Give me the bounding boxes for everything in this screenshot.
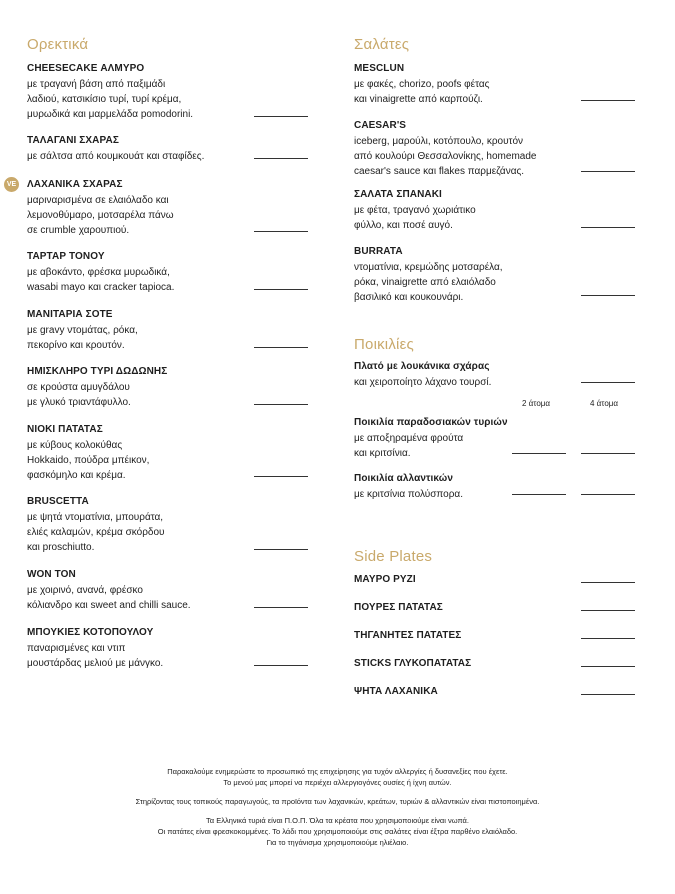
menu-item [354, 245, 638, 305]
price-line [581, 295, 635, 296]
price-line [254, 549, 308, 550]
item-description: μαριναρισμένα σε ελαιόλαδο και λεμονοθύμαρο, μοτσαρέλα πάνω σε crumble χαρουπιού. [27, 195, 174, 236]
price-line [254, 665, 308, 666]
menu-item [354, 629, 638, 642]
item-name: BURRATA [354, 246, 403, 257]
portion-2-label: 2 άτομα [522, 399, 551, 408]
item-name: ΗΜΙΣΚΛΗΡΟ ΤΥΡΙ ΔΩΔΩΝΗΣ [27, 366, 168, 377]
salads-title: Σαλάτες [354, 36, 410, 53]
item-description: με gravy ντομάτας, ρόκα, πεκορίνο και κρουτόν. [27, 325, 138, 351]
item-name: CHEESECAKE ΑΛΜΥΡΟ [27, 63, 145, 74]
item-description: σε κρούστα αμυγδάλου με γλυκό τριαντάφυλλο. [27, 382, 131, 408]
price-line [581, 666, 635, 667]
item-description: με φακές, chorizo, poofs φέτας και vinaigrette από καρπούζι. [354, 79, 490, 105]
item-name: ΜΑΝΙΤΑΡΙΑ ΣΟΤΕ [27, 309, 113, 320]
vegan-badge: VE [4, 177, 19, 192]
item-description: με χοιρινό, ανανά, φρέσκο κόλιανδρο και sweet and chilli sauce. [27, 585, 191, 611]
price-line [581, 638, 635, 639]
menu-item [27, 423, 309, 483]
menu-item [354, 119, 638, 179]
price-line [254, 347, 308, 348]
item-description: παναρισμένες και ντιπ μουστάρδας μελιού με μάνγκο. [27, 643, 164, 669]
menu-item [27, 495, 309, 555]
price-line [254, 116, 308, 117]
item-description: με φέτα, τραγανό χωριάτικο φύλλο, και ποσέ αυγό. [354, 205, 476, 231]
menu-item [354, 416, 638, 461]
price-line [581, 100, 635, 101]
allergy-note-2: Το μενού μας μπορεί να περιέχει αλλεργιογόνες ουσίες ή ίχνη αυτών. [223, 778, 452, 787]
pop-note: Τα Ελληνικά τυριά είναι Π.Ο.Π. Όλα τα κρέατα που χρησιμοποιούμε είναι νωπά. [206, 816, 469, 825]
frying-note: Για το τηγάνισμα χρησιμοποιούμε ηλιέλαιο. [266, 838, 409, 847]
item-description: με τραγανή βάση από παξιμάδι λαδιού, κατσικίσιο τυρί, τυρί κρέμα, μυρωδικά και μαρμελάδα pomodorini. [27, 79, 194, 120]
oil-note: Οι πατάτες είναι φρεσκοκομμένες. Το λάδι που χρησιμοποιούμε στις σαλάτες είναι έξτρα παρθένο ελαιόλαδο. [157, 827, 518, 836]
price-line [581, 382, 635, 383]
price-line [254, 476, 308, 477]
menu-item [354, 472, 638, 502]
item-description: iceberg, μαρούλι, κοτόπουλο, κρουτόν από κουλούρι Θεσσαλονίκης, homemade caesar's sauce και flakes παρμεζάνας. [354, 136, 537, 177]
portion-4-label: 4 άτομα [590, 399, 619, 408]
item-name: ΤΑΛΑΓΑΝΙ ΣΧΑΡΑΣ [27, 135, 119, 146]
price-line [254, 289, 308, 290]
item-name: ΣΑΛΑΤΑ ΣΠΑΝΑΚΙ [354, 189, 442, 200]
price-line-4 [581, 494, 635, 495]
menu-item [27, 62, 309, 122]
menu-item [354, 685, 638, 698]
price-line [581, 610, 635, 611]
item-description: με σάλτσα από κουμκουάτ και σταφίδες. [27, 151, 205, 162]
item-description: με ψητά ντοματίνια, μπουράτα, ελιές καλαμών, κρέμα σκόρδου και proschiutto. [27, 512, 165, 553]
item-name: ΤΑΡΤΑΡ ΤΟΝΟΥ [27, 251, 105, 262]
local-producers-note: Στηρίζοντας τους τοπικούς παραγωγούς, τα προϊόντα των λαχανικών, κρεάτων, τυριών & αλλαντικών είναι πιστοποιημένα. [135, 797, 540, 806]
item-name: BRUSCETTA [27, 496, 89, 507]
price-line [581, 582, 635, 583]
price-line [254, 404, 308, 405]
item-name: Πλατό με λουκάνικα σχάρας [354, 361, 490, 372]
menu-item [27, 178, 309, 238]
price-line [254, 231, 308, 232]
item-description: με κριτσίνια πολύσπορα. [354, 489, 463, 500]
item-name: ΨΗΤΑ ΛΑΧΑΝΙΚΑ [354, 686, 438, 697]
item-name: WON TON [27, 569, 76, 580]
item-description: με κύβους κολοκύθας Hokkaido, πούδρα μπέικον, φασκόμηλο και κρέμα. [27, 440, 150, 481]
price-line-2 [512, 494, 566, 495]
menu-item [354, 360, 638, 390]
menu-item [354, 601, 638, 614]
allergy-note: Παρακαλούμε ενημερώστε το προσωπικό της επιχείρησης για τυχόν αλλεργίες ή δυσανεξίες που έχετε. [167, 767, 508, 776]
item-name: STICKS ΓΛΥΚΟΠΑΤΑΤΑΣ [354, 658, 472, 669]
item-description: με αποξηραμένα φρούτα και κριτσίνια. [354, 433, 464, 459]
sides-title: Side Plates [354, 548, 433, 565]
item-name: Ποικιλία αλλαντικών [354, 473, 453, 484]
menu-item [354, 657, 638, 670]
price-line [254, 158, 308, 159]
price-line [581, 171, 635, 172]
menu-item [27, 134, 309, 164]
item-name: CAESAR'S [354, 120, 407, 131]
item-name: ΜΑΥΡΟ ΡΥΖΙ [354, 574, 416, 585]
price-line [581, 227, 635, 228]
item-name: MESCLUN [354, 63, 405, 74]
footer-notes [0, 766, 675, 848]
item-name: ΝΙΟΚΙ ΠΑΤΑΤΑΣ [27, 424, 103, 435]
menu-item [354, 573, 638, 586]
item-description: με αβοκάντο, φρέσκα μυρωδικά, wasabi mayo και cracker tapioca. [27, 267, 175, 293]
item-description: και χειροποίητο λάχανο τουρσί. [354, 377, 492, 388]
item-name: ΛΑΧΑΝΙΚΑ ΣΧΑΡΑΣ [27, 179, 123, 190]
price-line-4 [581, 453, 635, 454]
price-line-2 [512, 453, 566, 454]
item-description: ντοματίνια, κρεμώδης μοτσαρέλα, ρόκα, vinaigrette από ελαιόλαδο βασιλικό και κουκουνάρι. [354, 262, 503, 303]
appetizers-title: Ορεκτικά [27, 36, 89, 53]
price-line [581, 694, 635, 695]
item-name: ΜΠΟΥΚΙΕΣ ΚΟΤΟΠΟΥΛΟΥ [27, 627, 154, 638]
item-name: Ποικιλία παραδοσιακών τυριών [354, 417, 508, 428]
item-name: ΠΟΥΡΕΣ ΠΑΤΑΤΑΣ [354, 602, 443, 613]
item-name: ΤΗΓΑΝΗΤΕΣ ΠΑΤΑΤΕΣ [354, 630, 462, 641]
platters-title: Ποικιλίες [354, 336, 414, 353]
price-line [254, 607, 308, 608]
